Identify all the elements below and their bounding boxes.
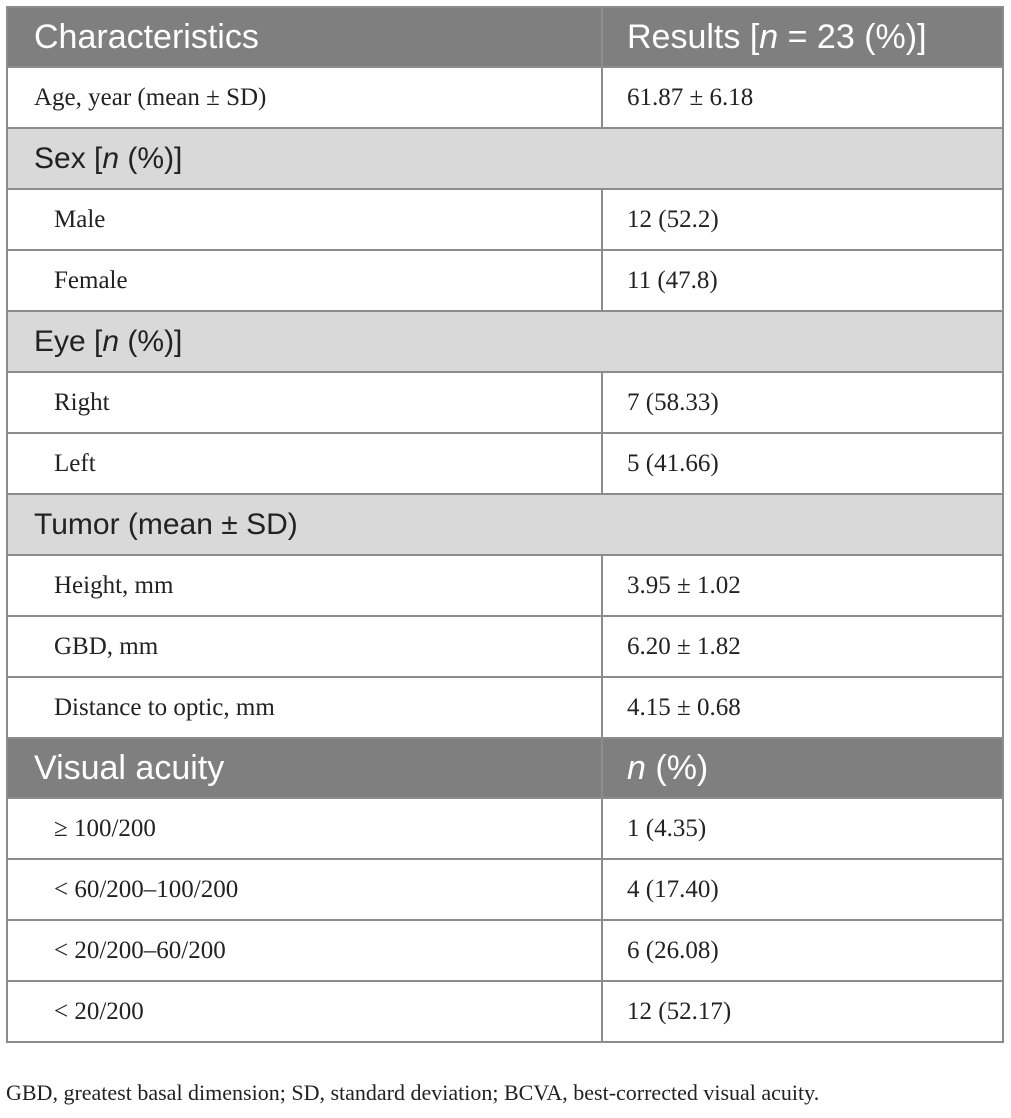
header-results: Results [n = 23 (%)] [602,7,1003,67]
header-visual-acuity: Visual acuity [7,738,602,798]
characteristics-table [6,6,1004,1043]
row-label: Height, mm [7,555,602,616]
header-n-percent: n (%) [602,738,1003,798]
table-row [7,555,1003,616]
row-label: Distance to optic, mm [7,677,602,738]
row-label: ≥ 100/200 [7,798,602,859]
row-label: Female [7,250,602,311]
section-row-eye [7,311,1003,372]
table-row [7,981,1003,1042]
table-row-age [7,67,1003,128]
row-label: < 20/200–60/200 [7,920,602,981]
row-value: 12 (52.17) [602,981,1003,1042]
row-label: Right [7,372,602,433]
row-value: 7 (58.33) [602,372,1003,433]
table-header-row [7,7,1003,67]
row-value: 5 (41.66) [602,433,1003,494]
row-value: 1 (4.35) [602,798,1003,859]
row-value: 4.15 ± 0.68 [602,677,1003,738]
table-row [7,433,1003,494]
row-value: 11 (47.8) [602,250,1003,311]
section-title-eye: Eye [n (%)] [7,311,1003,372]
row-label: GBD, mm [7,616,602,677]
table-row [7,920,1003,981]
row-value: 61.87 ± 6.18 [602,67,1003,128]
row-label: Age, year (mean ± SD) [7,67,602,128]
table-row [7,189,1003,250]
table-row [7,250,1003,311]
row-label: Left [7,433,602,494]
section-title-tumor: Tumor (mean ± SD) [7,494,1003,555]
section-row-tumor [7,494,1003,555]
row-value: 12 (52.2) [602,189,1003,250]
table-row [7,859,1003,920]
table-footnote: GBD, greatest basal dimension; SD, standard deviation; BCVA, best-corrected visual acuity. [6,1080,820,1105]
table-row [7,677,1003,738]
table-row [7,798,1003,859]
visual-acuity-header-row [7,738,1003,798]
row-label: < 20/200 [7,981,602,1042]
row-label: < 60/200–100/200 [7,859,602,920]
characteristics-table-container [6,6,1002,1043]
row-value: 4 (17.40) [602,859,1003,920]
table-row [7,372,1003,433]
table-row [7,616,1003,677]
header-characteristics: Characteristics [7,7,602,67]
section-row-sex [7,128,1003,189]
row-value: 3.95 ± 1.02 [602,555,1003,616]
section-title-sex: Sex [n (%)] [7,128,1003,189]
row-label: Male [7,189,602,250]
row-value: 6 (26.08) [602,920,1003,981]
row-value: 6.20 ± 1.82 [602,616,1003,677]
